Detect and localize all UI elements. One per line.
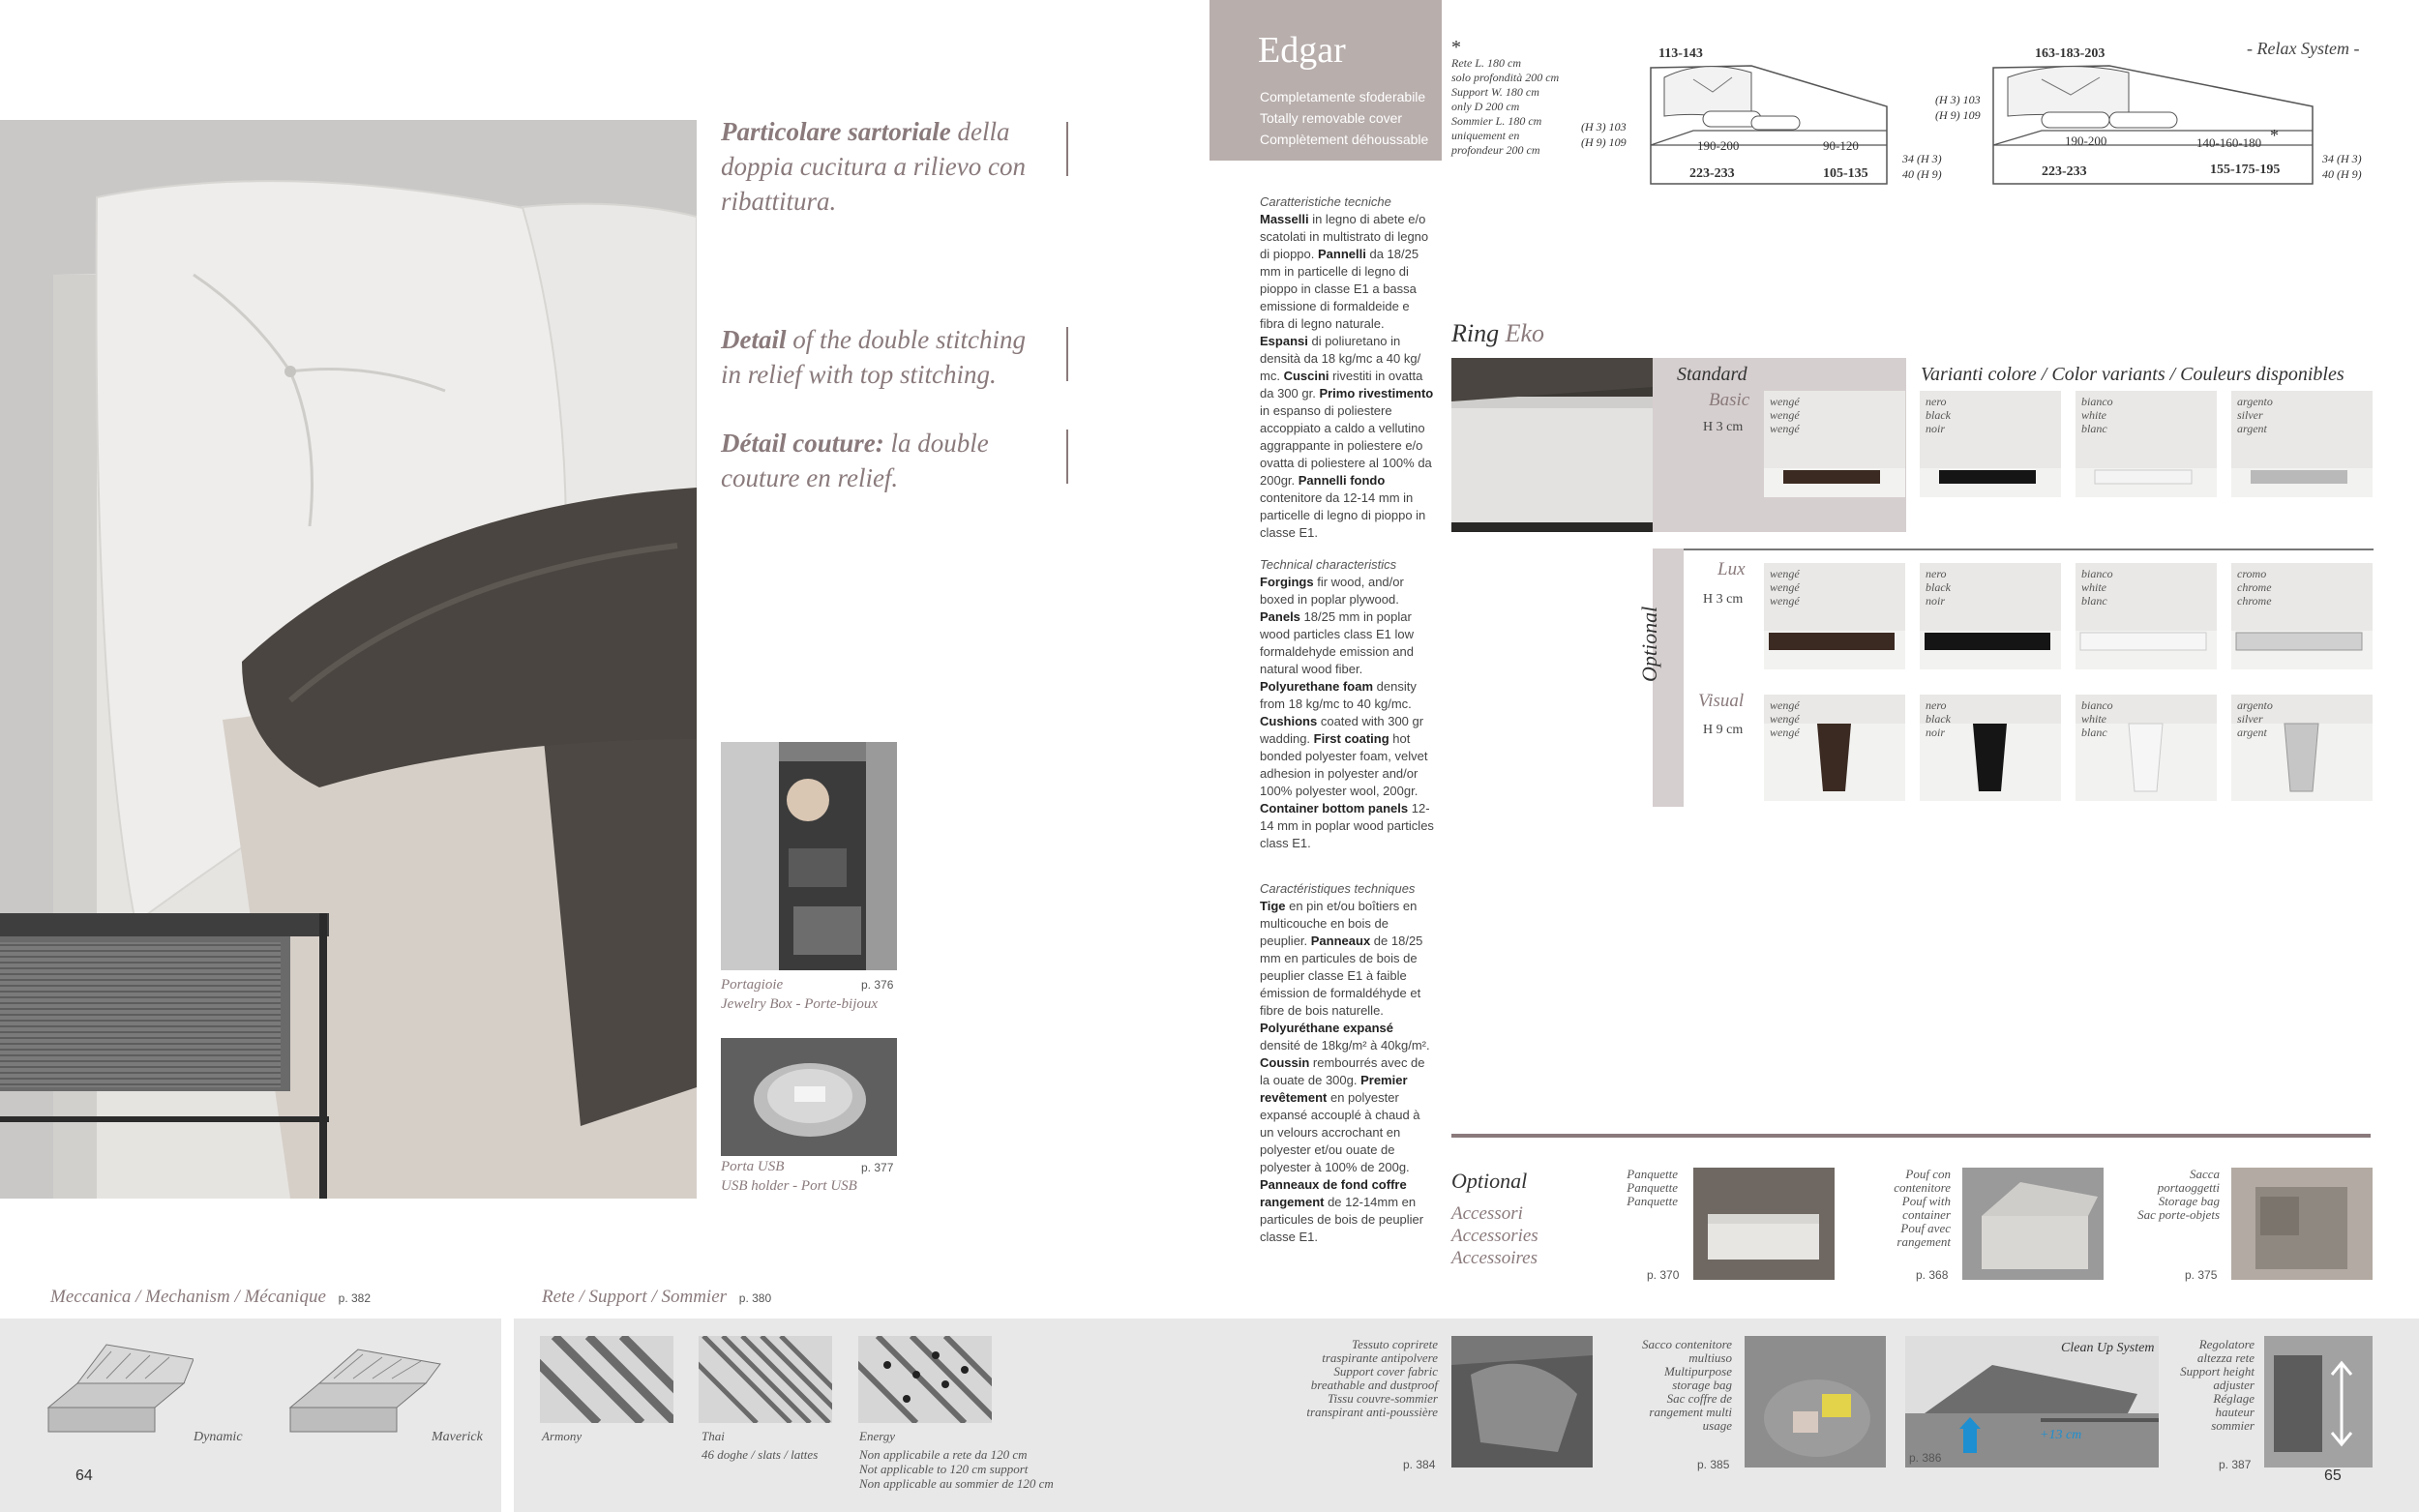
cleanup-page: p. 386	[1909, 1451, 1942, 1465]
swatch-visual-wenge-label	[1770, 698, 1800, 739]
dims1-inner1: 190-200	[1697, 138, 1740, 153]
acc-line: Sac coffre de	[1666, 1391, 1732, 1406]
basic-height: H 3 cm	[1703, 420, 1744, 434]
mech-maverick-label: Maverick	[432, 1430, 483, 1444]
accessories-optional: Optional	[1451, 1169, 1528, 1193]
swatch-basic-bianco[interactable]	[2076, 391, 2217, 497]
swatch-lux-cromo-label	[2237, 567, 2272, 608]
acc-line: breathable and dustproof	[1310, 1378, 1438, 1392]
acc-line: Panquette	[1627, 1194, 1678, 1208]
label-line: wengé	[1770, 712, 1800, 726]
label-line: noir	[1926, 422, 1946, 435]
label-line: nero	[1926, 567, 1947, 580]
dims2-inner1: 190-200	[2065, 133, 2107, 148]
acc-line: Storage bag	[2158, 1194, 2220, 1208]
acc-line: Tessuto coprirete	[1352, 1337, 1438, 1351]
tessuto-photo	[1451, 1336, 1593, 1468]
dims2-outer1: 223-233	[2042, 164, 2087, 179]
dims2-r2: 40 (H 9)	[2322, 167, 2362, 181]
label-line: noir	[1926, 594, 1946, 608]
usb-holder-name: Porta USB	[721, 1159, 785, 1174]
acc-line: Pouf avec	[1900, 1221, 1951, 1235]
headline-divider-2	[1066, 327, 1068, 381]
swatch-visual-nero[interactable]	[1920, 695, 2061, 801]
mechanism-title	[50, 1287, 371, 1308]
acc-line: adjuster	[2213, 1378, 2255, 1392]
note-line-5: Sommier L. 180 cm	[1451, 114, 1542, 128]
swatch-lux-bianco-label	[2081, 567, 2113, 608]
label-line: argento	[2237, 395, 2273, 408]
support-title-text: Rete / Support / Sommier	[542, 1287, 728, 1307]
ring-eko-photo	[1451, 358, 1653, 532]
note-line-4: only D 200 cm	[1451, 100, 1520, 113]
acc-line: Multipurpose	[1663, 1364, 1732, 1379]
panquette-page: p. 370	[1647, 1268, 1680, 1282]
support-energy-sub1: Non applicabile a rete da 120 cm	[859, 1447, 1028, 1462]
jewelry-box-name: Portagioie	[721, 977, 784, 993]
sacca-page: p. 375	[2185, 1268, 2218, 1282]
acc-line: portaoggetti	[2157, 1180, 2220, 1195]
label-line: chrome	[2237, 594, 2272, 608]
sacco-photo	[1745, 1336, 1886, 1468]
label-line: argent	[2237, 726, 2267, 739]
cover-it: Completamente sfoderabile	[1260, 89, 1426, 104]
headline-it-rest: della doppia cucitura a rilievo con ribattitura.	[721, 117, 1026, 216]
label-line: blanc	[2081, 594, 2107, 608]
mechanism-dynamic-image	[39, 1340, 194, 1437]
usb-holder-photo	[721, 1038, 897, 1156]
tech-en-title: Technical characteristics	[1260, 557, 1397, 572]
acc-line: Support cover fabric	[1333, 1364, 1438, 1379]
swatch-visual-wenge[interactable]	[1764, 695, 1905, 801]
note-star: *	[1451, 37, 1461, 58]
mechanism-maverick-image	[281, 1340, 445, 1437]
support-page: p. 380	[738, 1291, 772, 1305]
headline-divider-1	[1066, 122, 1068, 176]
dims2-star: *	[2270, 126, 2279, 145]
accessories-it: Accessori	[1451, 1203, 1523, 1224]
accessories-fr: Accessoires	[1451, 1248, 1538, 1268]
tech-it-title: Caratteristiche tecniche	[1260, 194, 1391, 209]
swatch-lux-nero-label	[1926, 567, 1951, 608]
jewelry-box-photo	[721, 742, 897, 970]
optional-vertical-label: Optional	[1637, 606, 1661, 682]
acc-line: Tissu couvre-sommier	[1328, 1391, 1438, 1406]
label-line: argent	[2237, 422, 2267, 435]
label-line: wengé	[1770, 408, 1800, 422]
tech-french: Caractéristiques techniques Tige en pin et/ou boîtiers en multicouche en bois de peuplier. Panneaux de 18/25 mm en particules de bois de peuplier classe E1 à faible émission de formaldéhyde et fibre de bois naturelle. Polyuréthane expansé densité de 18kg/m² à 40kg/m². Coussin rembourrés avec de la ouate de 300g. Premier revêtement en polyester expansé accouplé à chaud à un velours accrochant en polyester et/ou ouate de polyester à 100% de 200g. Panneaux de fond coffre rangement de 12-14mm en particules de bois de peuplier classe E1.	[1260, 880, 1434, 1246]
acc-line: storage bag	[1672, 1378, 1732, 1392]
hero-bed-photo	[0, 120, 697, 1199]
variants-title: Varianti colore / Color variants / Couleurs disponibles	[1921, 364, 2344, 385]
acc-line: Pouf con	[1905, 1167, 1951, 1181]
tessuto-text	[1297, 1338, 1438, 1419]
sacco-page: p. 385	[1697, 1458, 1730, 1471]
headline-en-rest: of the double stitching in relief with top stitching.	[721, 325, 1026, 389]
swatch-basic-argento-label	[2237, 395, 2273, 435]
label-line: noir	[1926, 726, 1946, 739]
ring-label: Ring	[1451, 319, 1500, 347]
label-line: silver	[2237, 712, 2263, 726]
swatch-basic-nero[interactable]	[1920, 391, 2061, 497]
acc-line: Support height	[2180, 1364, 2255, 1379]
swatch-basic-wenge-label	[1770, 395, 1800, 435]
swatch-lux-wenge[interactable]	[1764, 563, 1905, 669]
page-number-right: 65	[2324, 1468, 2342, 1484]
mechanism-title-text: Meccanica / Mechanism / Mécanique	[50, 1287, 326, 1307]
acc-line: traspirante antipolvere	[1322, 1350, 1438, 1365]
swatch-lux-wenge-label	[1770, 567, 1800, 608]
optional-divider	[1653, 548, 2374, 550]
label-line: black	[1926, 408, 1951, 422]
note-block	[1451, 56, 1587, 158]
note-line-2: solo profondità 200 cm	[1451, 71, 1560, 84]
acc-line: Sacca	[2189, 1167, 2220, 1181]
pouf-page: p. 368	[1916, 1268, 1949, 1282]
pouf-text	[1854, 1168, 1951, 1249]
dims2-h1: (H 3) 103	[1935, 93, 1981, 106]
dims1-r2: 40 (H 9)	[1902, 167, 1942, 181]
tech-fr-title: Caractéristiques techniques	[1260, 881, 1416, 896]
lux-height: H 3 cm	[1703, 592, 1744, 607]
accessories-en: Accessories	[1451, 1226, 1538, 1246]
support-energy-sub2: Not applicable to 120 cm support	[859, 1462, 1029, 1476]
swatch-lux-cromo[interactable]	[2231, 563, 2373, 669]
acc-line: Panquette	[1627, 1167, 1678, 1181]
bed-illustration	[0, 120, 697, 1199]
label-line: chrome	[2237, 580, 2272, 594]
dims1-h1: (H 3) 103	[1581, 120, 1627, 133]
acc-line: container	[1902, 1207, 1951, 1222]
acc-line: Pouf with	[1901, 1194, 1951, 1208]
label-line: wengé	[1770, 698, 1800, 712]
support-armony-label: Armony	[542, 1429, 582, 1443]
label-line: silver	[2237, 408, 2263, 422]
label-line: nero	[1926, 698, 1947, 712]
swatch-basic-nero-label	[1926, 395, 1951, 435]
swatch-basic-wenge[interactable]	[1764, 391, 1905, 497]
support-title	[542, 1287, 771, 1308]
regolatore-page: p. 387	[2219, 1458, 2252, 1471]
note-line-7: profondeur 200 cm	[1451, 143, 1540, 157]
swatch-visual-bianco-label	[2081, 698, 2113, 739]
acc-line: Panquette	[1627, 1180, 1678, 1195]
swatch-lux-bianco[interactable]	[2076, 563, 2217, 669]
acc-line: Sacco contenitore	[1641, 1337, 1732, 1351]
support-energy-image	[858, 1336, 992, 1423]
label-line: black	[1926, 580, 1951, 594]
headline-italian	[721, 114, 1050, 219]
label-line: cromo	[2237, 567, 2267, 580]
label-line: wengé	[1770, 395, 1800, 408]
dims2-r1: 34 (H 3)	[2322, 152, 2362, 165]
label-line: bianco	[2081, 567, 2113, 580]
dims2-top: 163-183-203	[2035, 46, 2105, 61]
headline-english	[721, 322, 1050, 392]
model-title: Edgar	[1258, 30, 1346, 71]
visual-label: Visual	[1698, 691, 1745, 711]
sacca-text	[2119, 1168, 2220, 1222]
headline-divider-3	[1066, 430, 1068, 484]
label-line: white	[2081, 408, 2106, 422]
ring-sub: Eko	[1505, 319, 1545, 347]
regolatore-photo	[2264, 1336, 2373, 1468]
acc-line: contenitore	[1894, 1180, 1951, 1195]
acc-line: multiuso	[1688, 1350, 1732, 1365]
label-line: bianco	[2081, 395, 2113, 408]
lux-label: Lux	[1717, 559, 1746, 579]
usb-holder-sub: USB holder - Port USB	[721, 1178, 857, 1194]
acc-line: rangement multi	[1649, 1405, 1732, 1419]
headline-fr-rest: la double couture en relief.	[721, 429, 989, 492]
dimension-drawing-1	[1635, 39, 1926, 193]
cover-en: Totally removable cover	[1260, 110, 1403, 126]
swatch-visual-nero-label	[1926, 698, 1951, 739]
acc-line: usage	[1702, 1418, 1732, 1433]
label-line: wengé	[1770, 580, 1800, 594]
relax-system-label: - Relax System -	[2247, 39, 2360, 58]
label-line: blanc	[2081, 726, 2107, 739]
support-thai-image	[699, 1336, 832, 1423]
acc-line: sommier	[2211, 1418, 2255, 1433]
dims2-inner2: 140-160-180	[2196, 135, 2262, 150]
sacco-text	[1626, 1338, 1732, 1433]
dims1-outer2: 105-135	[1823, 166, 1868, 181]
note-line-6: uniquement en	[1451, 129, 1520, 142]
dims1-top: 113-143	[1658, 46, 1703, 61]
page-number-left: 64	[75, 1468, 93, 1484]
mech-dynamic-label: Dynamic	[194, 1430, 243, 1444]
jewelry-box-page: p. 376	[861, 978, 894, 992]
usb-holder-page: p. 377	[861, 1161, 894, 1174]
jewelry-box-sub: Jewelry Box - Porte-bijoux	[721, 996, 879, 1012]
basic-label: Basic	[1709, 390, 1750, 410]
sacca-photo	[2231, 1168, 2373, 1280]
dims1-outer1: 223-233	[1689, 166, 1735, 181]
acc-line: Réglage	[2213, 1391, 2255, 1406]
support-thai-label: Thai	[702, 1429, 725, 1443]
visual-height: H 9 cm	[1703, 723, 1744, 737]
swatch-lux-nero[interactable]	[1920, 563, 2061, 669]
support-thai-sub: 46 doghe / slats / lattes	[702, 1447, 819, 1462]
regolatore-text	[2167, 1338, 2255, 1433]
label-line: nero	[1926, 395, 1947, 408]
label-line: bianco	[2081, 698, 2113, 712]
dims2-outer2: 155-175-195	[2210, 163, 2281, 177]
acc-line: altezza rete	[2196, 1350, 2255, 1365]
acc-line: Sac porte-objets	[2137, 1207, 2220, 1222]
headline-en-bold: Detail	[721, 325, 787, 354]
note-line-1: Rete L. 180 cm	[1451, 56, 1521, 70]
dims1-h2: (H 9) 109	[1581, 135, 1627, 149]
cleanup-label: Clean Up System	[2061, 1341, 2155, 1355]
label-line: white	[2081, 712, 2106, 726]
headline-fr-bold: Détail couture:	[721, 429, 884, 458]
swatch-basic-argento[interactable]	[2231, 391, 2373, 497]
cleanup-measure: +13 cm	[2040, 1428, 2082, 1442]
panquette-text	[1577, 1168, 1678, 1208]
standard-label: Standard	[1677, 364, 1747, 385]
note-line-3: Support W. 180 cm	[1451, 85, 1539, 99]
mechanism-page: p. 382	[338, 1291, 372, 1305]
label-line: argento	[2237, 698, 2273, 712]
acc-line: rangement	[1896, 1234, 1951, 1249]
cover-fr: Complètement déhoussable	[1260, 132, 1429, 147]
acc-line: Regolatore	[2198, 1337, 2255, 1351]
dims1-inner2: 90-120	[1823, 138, 1859, 153]
ring-eko-title	[1451, 319, 1544, 348]
headline-it-bold: Particolare sartoriale	[721, 117, 951, 146]
support-armony-image	[540, 1336, 673, 1423]
tech-italian: Caratteristiche tecniche Masselli in legno di abete e/o scatolati in multistrato di legno di pioppo. Pannelli da 18/25 mm in particelle di legno di pioppo in classe E1 a bassa emissione di formaldeide e fibra di legno naturale. Espansi di poliuretano in densità da 18 kg/mc a 40 kg/ mc. Cuscini rivestiti in ovatta da 300 gr. Primo rivestimento in espanso di poliestere accoppiato a caldo a vellutino aggrappante in poliestere e/o ovatta di poliestere al 100% da 200gr. Pannelli fondo contenitore da 12-14 mm in particelle di legno di pioppo in classe E1.	[1260, 194, 1434, 540]
label-line: blanc	[2081, 422, 2107, 435]
accessories-divider	[1451, 1134, 2371, 1138]
support-energy-label: Energy	[859, 1429, 896, 1443]
acc-line: hauteur	[2215, 1405, 2255, 1419]
swatch-basic-bianco-label	[2081, 395, 2113, 435]
label-line: black	[1926, 712, 1951, 726]
dims2-h2: (H 9) 109	[1935, 108, 1981, 122]
tessuto-page: p. 384	[1403, 1458, 1436, 1471]
tech-english: Technical characteristics Forgings fir wood, and/or boxed in poplar plywood. Panels 18/25 mm in poplar wood particles class E1 low formaldehyde emission and natural wood fiber. Polyurethane foam density from 18 kg/mc to 40 kg/mc. Cushions coated with 300 gr wadding. First coating hot bonded polyester foam, velvet adhesion in polyester and/or 100% polyester wool, 200gr. Container bottom panels 12-14 mm in poplar wood particles class E1.	[1260, 557, 1434, 850]
panquette-photo	[1693, 1168, 1835, 1280]
acc-line: transpirant anti-poussière	[1306, 1405, 1438, 1419]
label-line: wengé	[1770, 567, 1800, 580]
swatch-visual-argento[interactable]	[2231, 695, 2373, 801]
support-energy-sub3: Non applicable au sommier de 120 cm	[859, 1476, 1054, 1491]
label-line: wengé	[1770, 594, 1800, 608]
pouf-photo	[1962, 1168, 2104, 1280]
swatch-visual-argento-label	[2237, 698, 2273, 739]
label-line: wengé	[1770, 422, 1800, 435]
headline-french	[721, 426, 1050, 495]
label-line: wengé	[1770, 726, 1800, 739]
label-line: white	[2081, 580, 2106, 594]
swatch-visual-bianco[interactable]	[2076, 695, 2217, 801]
dims1-r1: 34 (H 3)	[1902, 152, 1942, 165]
